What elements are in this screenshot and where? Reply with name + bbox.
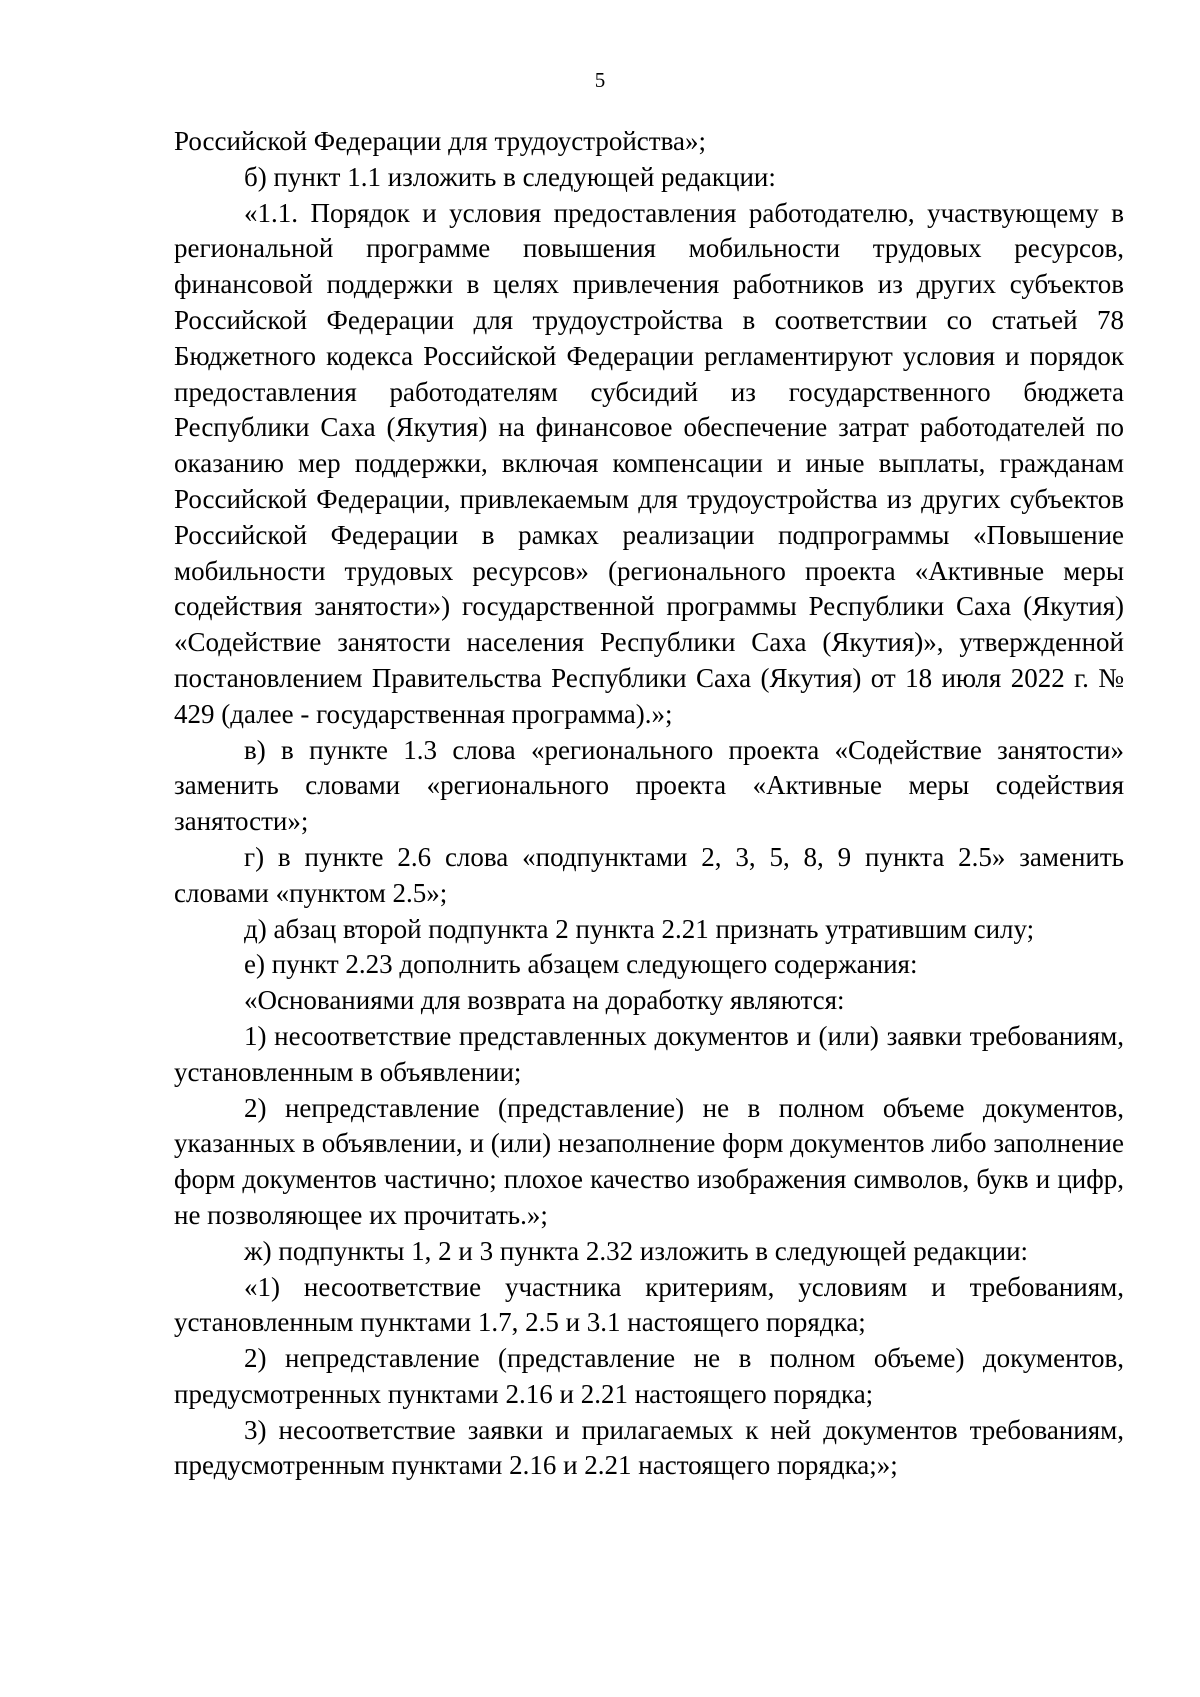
paragraph-item-zh: ж) подпункты 1, 2 и 3 пункта 2.32 изложить в следующей редакции: (244, 1235, 1029, 1266)
paragraph-item-g: г) в пункте 2.6 слова «подпунктами 2, 3, 5, 8, 9 пункта 2.5» заменить словами «пунктом 2.5»; (174, 841, 1124, 908)
paragraph-subitem-3: 3) несоответствие заявки и прилагаемых к ней документов требованиям, предусмотренным пунктами 2.16 и 2.21 настоящего порядка;»; (174, 1414, 1124, 1481)
paragraph-item-e: е) пункт 2.23 дополнить абзацем следующего содержания: (244, 949, 918, 980)
paragraph-grounds-1: 1) несоответствие представленных документов и (или) заявки требованиям, установленным в объявлении; (174, 1020, 1124, 1087)
paragraph-item-v: в) в пункте 1.3 слова «регионального проекта «Содействие занятости» заменить словами «регионального проекта «Активные меры содействия занятости»; (174, 734, 1124, 837)
paragraph-item-b: б) пункт 1.1 изложить в следующей редакции: (244, 161, 776, 192)
paragraph-item-d: д) абзац второй подпункта 2 пункта 2.21 признать утратившим силу; (244, 913, 1035, 944)
page-number: 5 (594, 68, 606, 92)
paragraph-continuation: Российской Федерации для трудоустройства»; (174, 126, 706, 156)
paragraph-subitem-1: «1) несоответствие участника критериям, условиям и требованиям, установленным пунктами 1.7, 2.5 и 3.1 настоящего порядка; (174, 1271, 1124, 1338)
paragraph-grounds-2: 2) непредставление (представление) не в полном объеме документов, указанных в объявлении, и (или) незаполнение форм документов либо заполнение форм документов частично; плохое качество изображения символов, букв и цифр, не позволяющее их прочитать.»; (174, 1092, 1124, 1230)
paragraph-subitem-2: 2) непредставление (представление не в полном объеме) документов, предусмотренных пунктами 2.16 и 2.21 настоящего порядка; (174, 1343, 1124, 1409)
document-body (174, 124, 1124, 1484)
paragraph-clause-1-1: «1.1. Порядок и условия предоставления работодателю, участвующему в региональной программе повышения мобильности трудовых ресурсов, финансовой поддержки в целях привлечения работников из других субъектов Российской Федерации для трудоустройства в соответствии со статьей 78 Бюджетного кодекса Российской Федерации регламентируют условия и порядок предоставления работодателям субсидий из государственного бюджета Республики Саха (Якутия) на финансовое обеспечение затрат работодателей по оказанию мер поддержки, включая компенсации и иные выплаты, гражданам Российской Федерации, привлекаемым для трудоустройства из других субъектов Российской Федерации в рамках реализации подпрограммы «Повышение мобильности трудовых ресурсов» (регионального проекта «Активные меры содействия занятости») государственной программы Республики Саха (Якутия) «Содействие занятости населения Республики Саха (Якутия)», утвержденной постановлением Правительства Республики Саха (Якутия) от 18 июля 2022 г. № 429 (далее - государственная программа).»; (174, 197, 1124, 729)
paragraph-grounds-intro: «Основаниями для возврата на доработку являются: (244, 985, 845, 1016)
